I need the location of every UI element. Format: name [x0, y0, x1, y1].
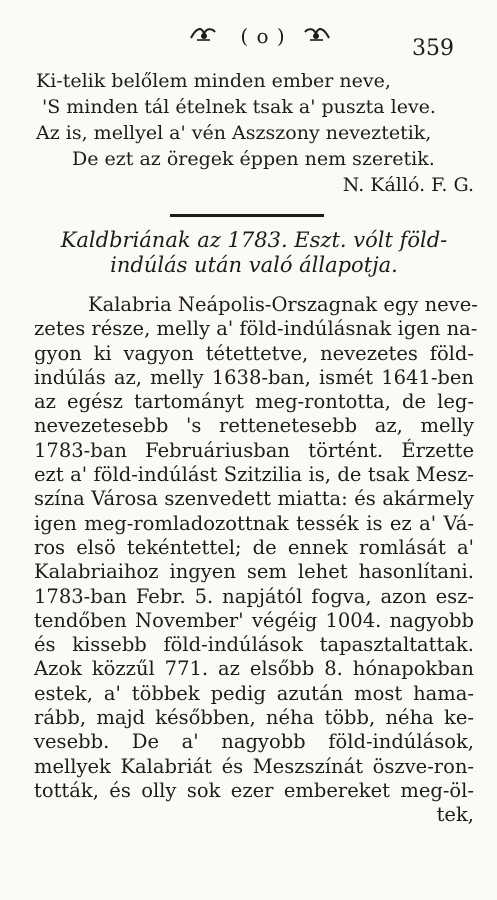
- body-line: és kissebb föld-indúlások tapasztaltattak.: [34, 633, 474, 657]
- body-line: vesebb. De a' nagyobb föld-indúlások,: [34, 730, 474, 754]
- body-line: igen meg-romladozottnak tessék is ez a' Vá-: [34, 511, 474, 535]
- floral-ornament-icon: [188, 22, 218, 46]
- body-line: szína Városa szenvedett miatta: és akármely: [34, 487, 474, 511]
- floral-ornament-icon: [302, 22, 332, 46]
- body-line: mellyek Kalabriát és Meszszínát öszve-ron-: [34, 754, 474, 778]
- body-line: ros elsö tekéntettel; de ennek romlását a': [34, 535, 474, 559]
- poem-line: Ki-telik belőlem minden ember neve,: [36, 70, 391, 92]
- body-line: zetes része, melly a' föld-indúlásnak igen na-: [34, 317, 478, 341]
- body-line: Azok közzűl 771. az elsőbb 8. hónapokban: [34, 657, 474, 681]
- body-line: 1783-ban Febr. 5. napjától fogva, azon esz-: [34, 584, 474, 608]
- running-head: ( o ): [240, 24, 286, 48]
- body-line: indúlás az, melly 1638-ban, ismét 1641-ben: [34, 365, 474, 389]
- body-line: Kalabria Neápolis-Orszagnak egy neve-: [88, 293, 478, 316]
- body-line: az egész tartományt meg-rontotta, de leg-: [34, 390, 474, 414]
- body-line: tendőben November' végéig 1004. nagyobb: [34, 608, 474, 632]
- article-body: [34, 293, 478, 828]
- catchword: tek,: [436, 803, 474, 827]
- body-line: nevezetesebb 's rettenetesebb az, melly: [34, 414, 474, 438]
- body-line: estek, a' többek pedig azután most hama-: [34, 681, 474, 705]
- body-line: rább, majd későbben, néha több, néha ke-: [34, 706, 474, 730]
- article-title: Kaldbriának az 1783. Eszt. vólt föld-indúlás után való állapotja.: [60, 228, 448, 277]
- page-number: 359: [412, 36, 454, 61]
- section-divider: [170, 214, 324, 217]
- body-line: Kalabriaihoz ingyen sem lehet hasonlítani.: [34, 560, 474, 584]
- poem-stanza: [36, 68, 476, 198]
- page-header: [0, 16, 497, 60]
- body-line: gyon ki vagyon tétettetve, nevezetes föld-: [34, 341, 474, 365]
- body-line: ezt a' föld-indúlást Szitzilia is, de tsak Mesz-: [34, 463, 474, 487]
- body-line: tották, és olly sok ezer embereket meg-öl-: [34, 778, 474, 802]
- poem-signature: N. Kálló. F. G.: [342, 174, 474, 196]
- body-line: 1783-ban Februáriusban történt. Érzette: [34, 438, 474, 462]
- poem-line: Az is, mellyel a' vén Aszszony neveztetik,: [36, 122, 432, 144]
- poem-line: 'S minden tál ételnek tsak a' puszta leve.: [42, 96, 436, 118]
- poem-line: De ezt az öregek éppen nem szeretik.: [72, 148, 435, 170]
